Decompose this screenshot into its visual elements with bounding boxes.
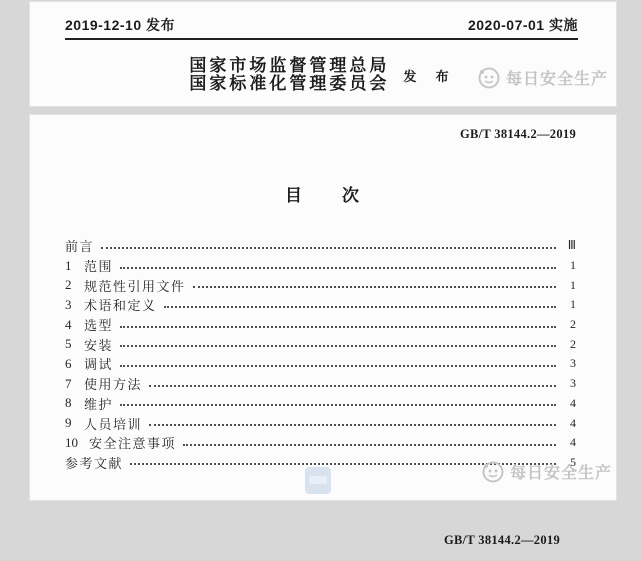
toc-entry (65, 394, 576, 414)
toc-entry-label: 调试 (84, 357, 114, 373)
toc-entry-page: 5 (570, 454, 576, 469)
toc-entry-label: 安装 (84, 337, 114, 353)
toc-entry-label: 参考文献 (65, 455, 124, 471)
daily-safety-watermark (478, 66, 608, 89)
toc-entry-page: 2 (570, 317, 576, 332)
toc-leader-dots (120, 404, 556, 406)
daily-safety-logo-icon (478, 67, 500, 89)
toc-paper (30, 115, 616, 500)
toc-entry-number: 1 (65, 257, 72, 273)
daily-safety-logo-icon (482, 461, 504, 483)
toc-entry (65, 413, 576, 433)
toc-entry-page: 4 (570, 395, 576, 410)
toc-entry-number: 2 (65, 277, 72, 293)
toc-entry-number: 3 (65, 296, 72, 312)
toc-entry (65, 374, 576, 394)
toc-leader-dots (193, 286, 556, 288)
toc-entry-page: 1 (570, 258, 576, 273)
toc-leader-dots (120, 267, 556, 269)
implement-date: 2020-07-01 实施 (467, 17, 578, 33)
toc-leader-dots (120, 326, 556, 328)
toc-entry-label: 安全注意事项 (89, 436, 177, 452)
toc-entry (65, 236, 576, 256)
toc-entry-label: 范围 (84, 259, 114, 275)
toc-entry-label: 使用方法 (84, 377, 143, 393)
faded-stamp-watermark (305, 467, 331, 494)
agency-name-block (189, 57, 389, 93)
toc-entry-number: 6 (65, 355, 72, 371)
toc-entry-number: 5 (65, 336, 72, 352)
dates-row (30, 2, 616, 35)
footer-doc-code: GB/T 38144.2—2019 (444, 533, 560, 547)
toc-leader-dots (120, 365, 556, 367)
toc-entry (65, 275, 576, 295)
toc-list (30, 236, 616, 472)
toc-entry-number: 7 (65, 375, 72, 391)
toc-leader-dots (101, 247, 556, 249)
toc-title: 目 次 (285, 186, 361, 205)
toc-entry-label: 术语和定义 (84, 298, 157, 314)
toc-entry-page: 1 (570, 277, 576, 292)
toc-entry-number: 9 (65, 415, 72, 431)
watermark-label: 每日安全生产 (509, 465, 612, 482)
agency-line-2: 国家标准化管理委员会 (189, 74, 390, 93)
header-paper (30, 2, 616, 106)
watermark-label: 每日安全生产 (505, 71, 608, 88)
toc-entry-page: 4 (570, 435, 576, 450)
toc-entry (65, 295, 576, 315)
daily-safety-watermark (482, 460, 612, 483)
doc-code: GB/T 38144.2—2019 (460, 127, 576, 141)
toc-entry-number: 10 (65, 434, 78, 450)
toc-leader-dots (164, 306, 556, 308)
publish-label: 发 布 (403, 68, 457, 84)
toc-entry-label: 人员培训 (84, 416, 143, 432)
toc-entry-page: 4 (570, 415, 576, 430)
toc-entry-label: 选型 (84, 318, 114, 334)
toc-entry-number: 4 (65, 316, 72, 332)
toc-leader-dots (120, 345, 556, 347)
header-rule (65, 38, 578, 40)
toc-entry (65, 334, 576, 354)
toc-leader-dots (183, 444, 556, 446)
toc-entry-label: 维护 (84, 396, 114, 412)
toc-entry (65, 315, 576, 335)
toc-entry-page: 3 (570, 356, 576, 371)
toc-leader-dots (149, 385, 556, 387)
toc-entry-label: 规范性引用文件 (84, 278, 186, 294)
agency-line-1: 国家市场监督管理总局 (189, 56, 390, 75)
toc-entry (65, 256, 576, 276)
toc-entry-label: 前言 (65, 239, 95, 255)
toc-entry-page: 2 (570, 336, 576, 351)
toc-entry (65, 433, 576, 453)
issue-date: 2019-12-10 发布 (65, 17, 176, 33)
toc-entry-page: 1 (570, 297, 576, 312)
toc-entry-number: 8 (65, 395, 72, 411)
toc-entry-page: 3 (570, 376, 576, 391)
toc-leader-dots (149, 424, 556, 426)
toc-entry-page: Ⅲ (567, 238, 576, 253)
toc-entry (65, 354, 576, 374)
